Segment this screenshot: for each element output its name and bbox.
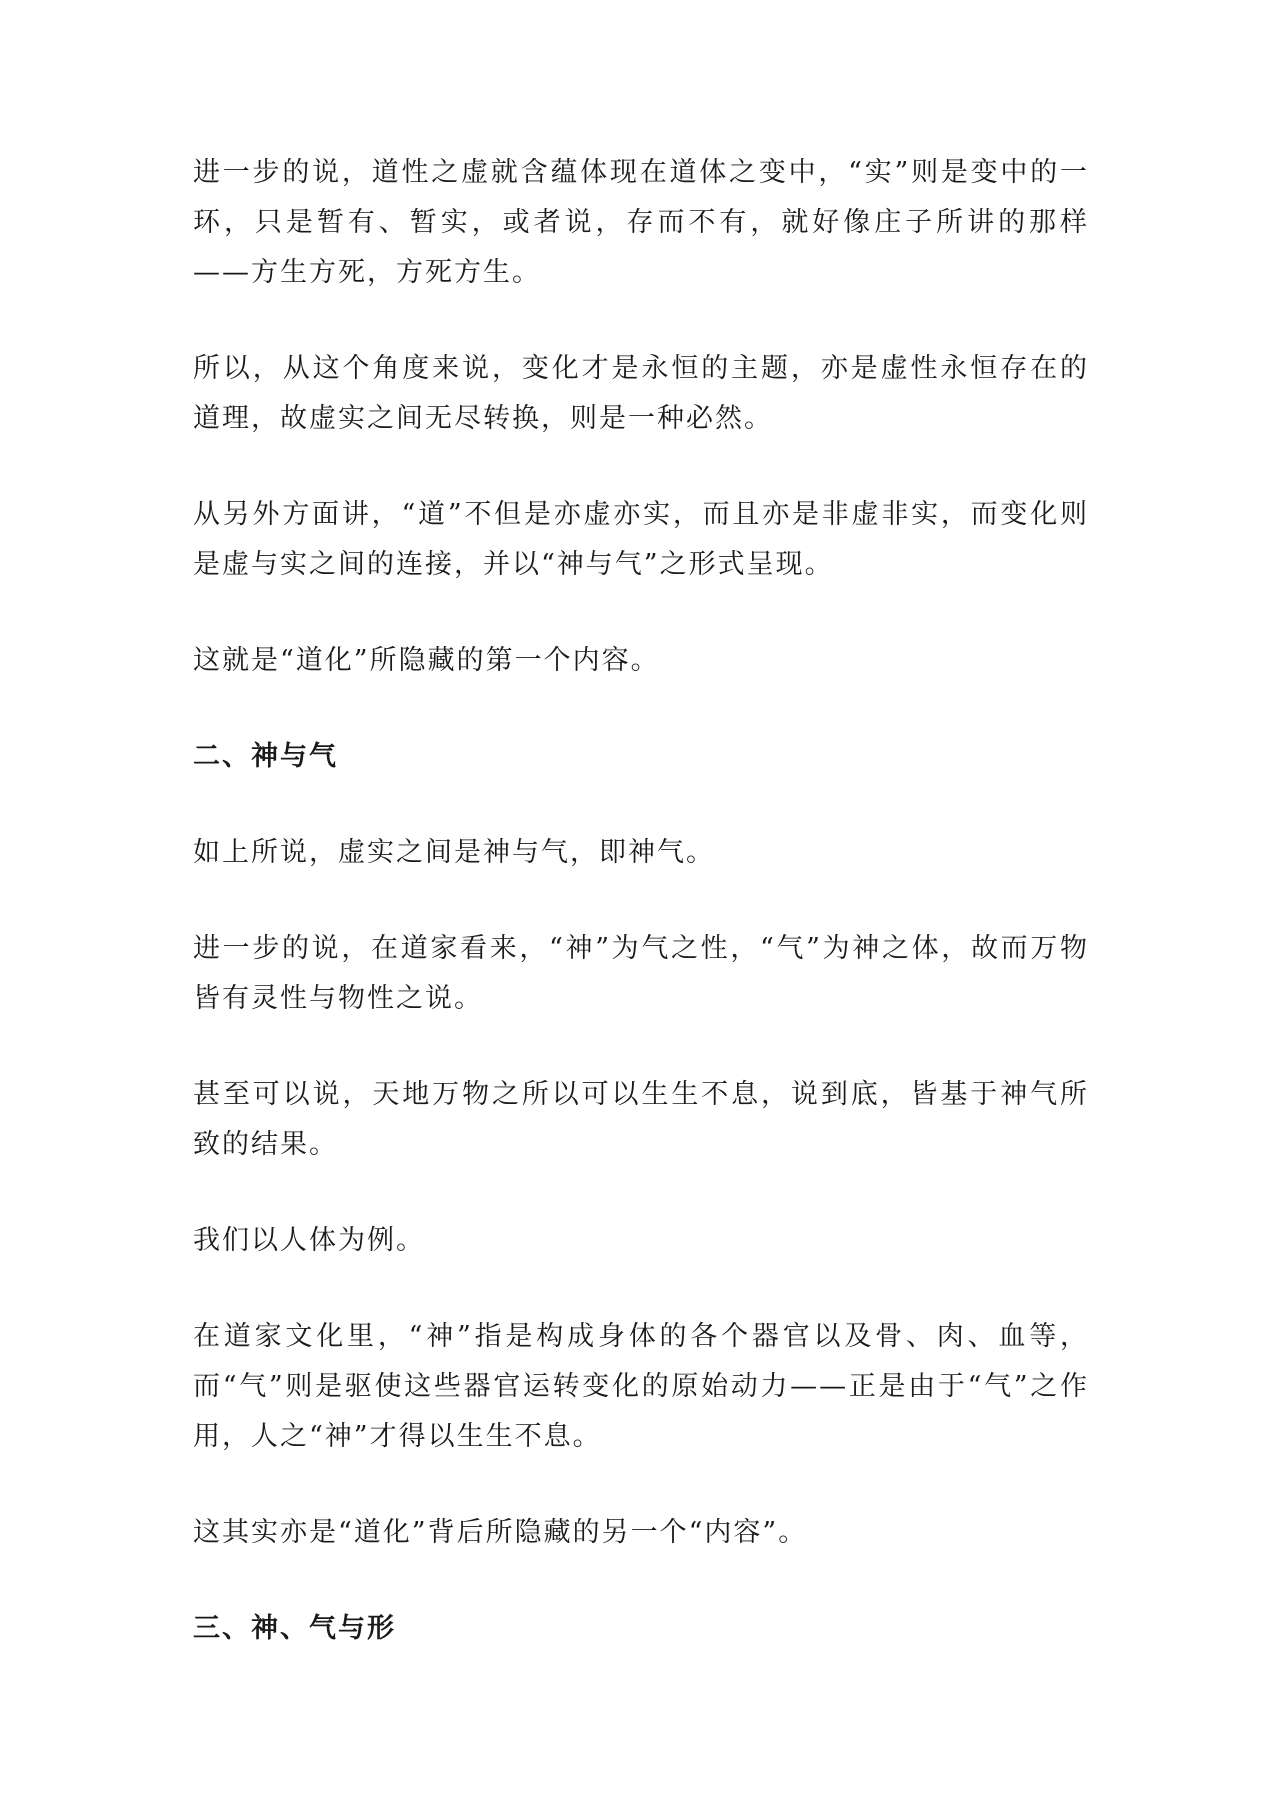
section-heading-2: 二、神与气 <box>193 741 338 772</box>
paragraph-4: 这就是“道化”所隐藏的第一个内容。 <box>193 645 660 676</box>
paragraph-9: 在道家文化里，“神”指是构成身体的各个器官以及骨、肉、血等，而“气”则是驱使这些器官运转变化的原始动力——正是由于“气”之作用，人之“神”才得以生生不息。 <box>193 1321 1089 1452</box>
paragraph-5: 如上所说，虚实之间是神与气，即神气。 <box>193 837 715 868</box>
paragraph-1: 进一步的说，道性之虚就含蕴体现在道体之变中，“实”则是变中的一环，只是暂有、暂实，或者说，存而不有，就好像庄子所讲的那样——方生方死，方死方生。 <box>193 157 1089 288</box>
paragraph-3: 从另外方面讲，“道”不但是亦虚亦实，而且亦是非虚非实，而变化则是虚与实之间的连接，并以“神与气”之形式呈现。 <box>193 499 1089 580</box>
document-body <box>193 148 1089 1700</box>
paragraph-6: 进一步的说，在道家看来，“神”为气之性，“气”为神之体，故而万物皆有灵性与物性之说。 <box>193 933 1089 1014</box>
paragraph-8: 我们以人体为例。 <box>193 1225 425 1256</box>
paragraph-10: 这其实亦是“道化”背后所隐藏的另一个“内容”。 <box>193 1517 808 1548</box>
paragraph-2: 所以，从这个角度来说，变化才是永恒的主题，亦是虚性永恒存在的道理，故虚实之间无尽转换，则是一种必然。 <box>193 353 1089 434</box>
paragraph-7: 甚至可以说，天地万物之所以可以生生不息，说到底，皆基于神气所致的结果。 <box>193 1079 1089 1160</box>
section-heading-3: 三、神、气与形 <box>193 1613 396 1644</box>
